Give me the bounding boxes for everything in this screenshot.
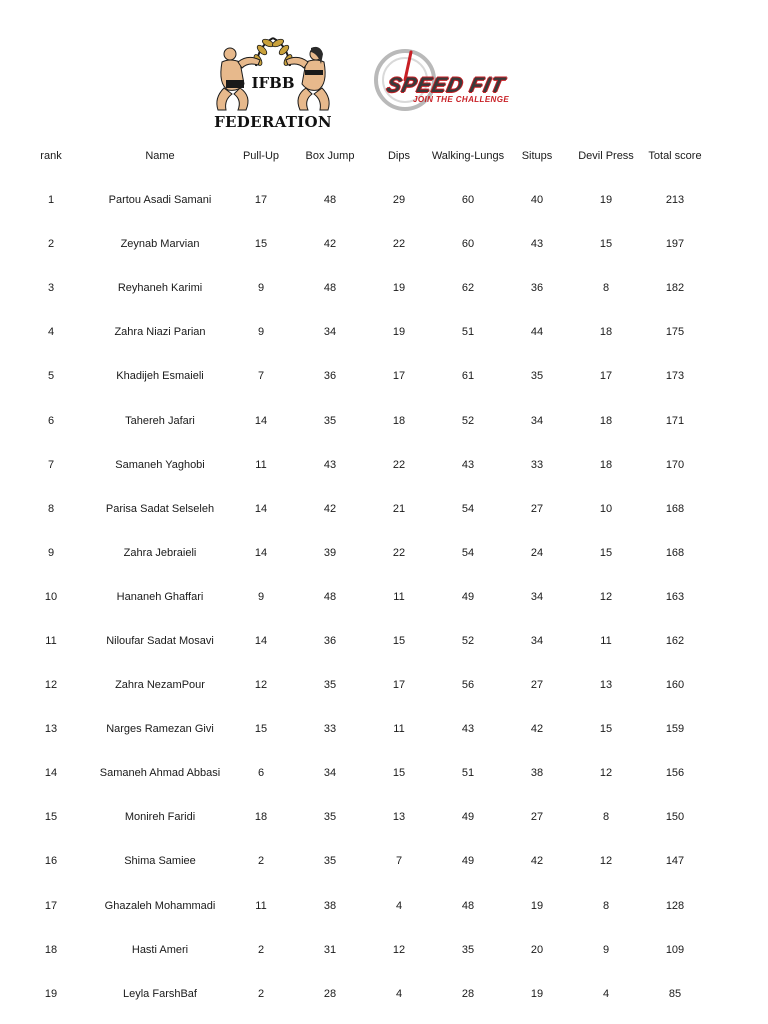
cell-devil-press: 8 bbox=[602, 811, 610, 824]
cell-total-score: 128 bbox=[665, 899, 685, 912]
cell-total-score: 150 bbox=[665, 811, 685, 824]
table-row bbox=[0, 487, 768, 531]
cell-name: Zeynab Marvian bbox=[120, 238, 200, 251]
table-row bbox=[0, 443, 768, 487]
table-row bbox=[0, 575, 768, 619]
cell-situps: 27 bbox=[530, 502, 544, 515]
cell-dips: 22 bbox=[392, 546, 406, 559]
cell-dips: 4 bbox=[395, 899, 403, 912]
header-dips: Dips bbox=[387, 150, 410, 162]
cell-box-jump: 42 bbox=[323, 502, 337, 515]
cell-name: Narges Ramezan Givi bbox=[106, 723, 214, 736]
table-row bbox=[0, 531, 768, 575]
cell-dips: 11 bbox=[393, 723, 405, 736]
cell-total-score: 160 bbox=[665, 679, 685, 692]
cell-rank: 14 bbox=[44, 767, 58, 780]
cell-dips: 18 bbox=[392, 414, 406, 427]
cell-pull-up: 14 bbox=[254, 414, 268, 427]
cell-situps: 34 bbox=[530, 414, 544, 427]
cell-pull-up: 6 bbox=[257, 767, 265, 780]
table-row bbox=[0, 751, 768, 795]
cell-devil-press: 12 bbox=[599, 855, 613, 868]
cell-dips: 17 bbox=[392, 370, 406, 383]
cell-name: Zahra NezamPour bbox=[115, 679, 205, 692]
cell-situps: 35 bbox=[530, 370, 544, 383]
cell-rank: 12 bbox=[44, 679, 58, 692]
cell-devil-press: 8 bbox=[602, 899, 610, 912]
speed-fit-wordmark: SPEED FIT bbox=[384, 74, 508, 97]
cell-name: Monireh Faridi bbox=[124, 811, 196, 824]
cell-rank: 4 bbox=[47, 326, 55, 339]
cell-dips: 22 bbox=[392, 238, 406, 251]
cell-pull-up: 11 bbox=[255, 458, 267, 471]
table-row bbox=[0, 839, 768, 883]
ifbb-federation-logo bbox=[208, 32, 338, 132]
cell-box-jump: 35 bbox=[323, 855, 337, 868]
cell-box-jump: 48 bbox=[323, 282, 337, 295]
cell-rank: 15 bbox=[44, 811, 58, 824]
cell-rank: 2 bbox=[47, 238, 55, 251]
cell-name: Partou Asadi Samani bbox=[108, 194, 212, 207]
cell-situps: 36 bbox=[530, 282, 544, 295]
table-row bbox=[0, 354, 768, 398]
cell-dips: 7 bbox=[395, 855, 403, 868]
table-row bbox=[0, 310, 768, 354]
cell-box-jump: 42 bbox=[323, 238, 337, 251]
cell-pull-up: 14 bbox=[254, 502, 268, 515]
federation-wordmark: FEDERATION bbox=[214, 113, 332, 131]
cell-total-score: 163 bbox=[665, 590, 685, 603]
cell-walking-lungs: 51 bbox=[461, 326, 475, 339]
cell-name: Shima Samiee bbox=[124, 855, 196, 868]
cell-walking-lungs: 62 bbox=[461, 282, 475, 295]
cell-dips: 12 bbox=[392, 943, 406, 956]
table-row bbox=[0, 178, 768, 222]
table-header-row bbox=[0, 134, 768, 178]
cell-walking-lungs: 54 bbox=[461, 546, 475, 559]
cell-rank: 10 bbox=[44, 590, 58, 603]
cell-dips: 13 bbox=[392, 811, 406, 824]
header-situps: Situps bbox=[521, 150, 553, 162]
cell-pull-up: 15 bbox=[254, 723, 268, 736]
cell-rank: 6 bbox=[47, 414, 55, 427]
table-row bbox=[0, 398, 768, 442]
cell-total-score: 109 bbox=[665, 943, 685, 956]
cell-pull-up: 2 bbox=[257, 987, 265, 1000]
cell-total-score: 159 bbox=[665, 723, 685, 736]
cell-dips: 29 bbox=[392, 194, 406, 207]
cell-total-score: 85 bbox=[668, 987, 682, 1000]
cell-rank: 1 bbox=[47, 194, 55, 207]
cell-rank: 13 bbox=[44, 723, 58, 736]
cell-devil-press: 11 bbox=[600, 634, 612, 647]
cell-rank: 3 bbox=[47, 282, 55, 295]
cell-pull-up: 14 bbox=[254, 634, 268, 647]
cell-total-score: 156 bbox=[665, 767, 685, 780]
cell-devil-press: 12 bbox=[599, 590, 613, 603]
cell-total-score: 173 bbox=[665, 370, 685, 383]
cell-walking-lungs: 52 bbox=[461, 414, 475, 427]
cell-dips: 22 bbox=[392, 458, 406, 471]
cell-situps: 27 bbox=[530, 679, 544, 692]
cell-box-jump: 34 bbox=[323, 326, 337, 339]
cell-devil-press: 4 bbox=[602, 987, 610, 1000]
cell-situps: 19 bbox=[530, 899, 544, 912]
table-row bbox=[0, 884, 768, 928]
cell-situps: 19 bbox=[530, 987, 544, 1000]
cell-rank: 5 bbox=[47, 370, 55, 383]
cell-box-jump: 35 bbox=[323, 414, 337, 427]
table-row bbox=[0, 663, 768, 707]
header-walking-lungs: Walking-Lungs bbox=[431, 150, 505, 162]
cell-total-score: 168 bbox=[665, 502, 685, 515]
cell-devil-press: 13 bbox=[599, 679, 613, 692]
cell-situps: 40 bbox=[530, 194, 544, 207]
cell-rank: 11 bbox=[45, 634, 57, 647]
header-total-score: Total score bbox=[648, 150, 702, 162]
cell-devil-press: 17 bbox=[599, 370, 613, 383]
cell-name: Reyhaneh Karimi bbox=[117, 282, 203, 295]
cell-box-jump: 48 bbox=[323, 590, 337, 603]
cell-situps: 27 bbox=[530, 811, 544, 824]
cell-walking-lungs: 60 bbox=[461, 238, 475, 251]
ifbb-wordmark: IFBB bbox=[251, 74, 295, 92]
cell-walking-lungs: 51 bbox=[461, 767, 475, 780]
cell-walking-lungs: 43 bbox=[461, 723, 475, 736]
cell-total-score: 170 bbox=[665, 458, 685, 471]
cell-name: Ghazaleh Mohammadi bbox=[104, 899, 216, 912]
cell-dips: 17 bbox=[392, 679, 406, 692]
cell-pull-up: 9 bbox=[257, 590, 265, 603]
cell-dips: 21 bbox=[392, 502, 406, 515]
cell-box-jump: 31 bbox=[323, 943, 337, 956]
cell-name: Leyla FarshBaf bbox=[123, 987, 197, 1000]
cell-devil-press: 18 bbox=[599, 414, 613, 427]
cell-situps: 20 bbox=[530, 943, 544, 956]
cell-walking-lungs: 61 bbox=[461, 370, 475, 383]
cell-name: Zahra Jebraieli bbox=[123, 546, 197, 559]
cell-rank: 8 bbox=[47, 502, 55, 515]
table-row bbox=[0, 795, 768, 839]
cell-box-jump: 39 bbox=[323, 546, 337, 559]
cell-box-jump: 28 bbox=[323, 987, 337, 1000]
cell-devil-press: 19 bbox=[599, 194, 613, 207]
cell-devil-press: 8 bbox=[602, 282, 610, 295]
cell-dips: 15 bbox=[392, 634, 406, 647]
cell-walking-lungs: 35 bbox=[461, 943, 475, 956]
cell-situps: 34 bbox=[530, 634, 544, 647]
table-row bbox=[0, 707, 768, 751]
cell-box-jump: 33 bbox=[323, 723, 337, 736]
speed-fit-tagline: JOIN THE CHALLENGE bbox=[413, 95, 510, 104]
table-row bbox=[0, 972, 768, 1016]
cell-devil-press: 18 bbox=[599, 326, 613, 339]
cell-total-score: 213 bbox=[665, 194, 685, 207]
cell-total-score: 182 bbox=[665, 282, 685, 295]
cell-pull-up: 11 bbox=[255, 899, 267, 912]
cell-pull-up: 15 bbox=[254, 238, 268, 251]
cell-box-jump: 43 bbox=[323, 458, 337, 471]
cell-pull-up: 17 bbox=[254, 194, 268, 207]
cell-situps: 43 bbox=[530, 238, 544, 251]
cell-dips: 15 bbox=[392, 767, 406, 780]
cell-box-jump: 36 bbox=[323, 634, 337, 647]
cell-box-jump: 36 bbox=[323, 370, 337, 383]
cell-total-score: 168 bbox=[665, 546, 685, 559]
cell-situps: 38 bbox=[530, 767, 544, 780]
cell-box-jump: 34 bbox=[323, 767, 337, 780]
table-row bbox=[0, 222, 768, 266]
logo-bar bbox=[0, 0, 768, 140]
cell-name: Hasti Ameri bbox=[131, 943, 189, 956]
cell-dips: 19 bbox=[392, 282, 406, 295]
table-row bbox=[0, 266, 768, 310]
cell-devil-press: 15 bbox=[599, 546, 613, 559]
cell-devil-press: 12 bbox=[599, 767, 613, 780]
cell-dips: 11 bbox=[393, 590, 405, 603]
cell-pull-up: 12 bbox=[254, 679, 268, 692]
cell-situps: 42 bbox=[530, 855, 544, 868]
cell-name: Hananeh Ghaffari bbox=[116, 590, 204, 603]
cell-walking-lungs: 60 bbox=[461, 194, 475, 207]
cell-name: Parisa Sadat Selseleh bbox=[105, 502, 215, 515]
cell-name: Samaneh Ahmad Abbasi bbox=[99, 767, 221, 780]
cell-dips: 19 bbox=[392, 326, 406, 339]
cell-total-score: 175 bbox=[665, 326, 685, 339]
cell-walking-lungs: 28 bbox=[461, 987, 475, 1000]
results-table bbox=[0, 134, 768, 1016]
cell-pull-up: 9 bbox=[257, 326, 265, 339]
cell-box-jump: 35 bbox=[323, 811, 337, 824]
cell-devil-press: 15 bbox=[599, 723, 613, 736]
cell-pull-up: 2 bbox=[257, 943, 265, 956]
cell-devil-press: 9 bbox=[602, 943, 610, 956]
cell-pull-up: 18 bbox=[254, 811, 268, 824]
cell-rank: 18 bbox=[44, 943, 58, 956]
cell-box-jump: 48 bbox=[323, 194, 337, 207]
cell-devil-press: 10 bbox=[599, 502, 613, 515]
cell-name: Zahra Niazi Parian bbox=[114, 326, 206, 339]
cell-rank: 7 bbox=[47, 458, 55, 471]
table-row bbox=[0, 928, 768, 972]
cell-walking-lungs: 43 bbox=[461, 458, 475, 471]
cell-box-jump: 38 bbox=[323, 899, 337, 912]
cell-name: Tahereh Jafari bbox=[125, 414, 195, 427]
header-devil-press: Devil Press bbox=[578, 150, 634, 162]
cell-walking-lungs: 49 bbox=[461, 811, 475, 824]
cell-rank: 17 bbox=[44, 899, 58, 912]
cell-rank: 16 bbox=[44, 855, 58, 868]
cell-walking-lungs: 49 bbox=[461, 855, 475, 868]
cell-name: Niloufar Sadat Mosavi bbox=[106, 634, 214, 647]
cell-devil-press: 15 bbox=[599, 238, 613, 251]
speed-fit-logo bbox=[367, 48, 517, 112]
cell-dips: 4 bbox=[395, 987, 403, 1000]
header-pull-up: Pull-Up bbox=[242, 150, 280, 162]
cell-box-jump: 35 bbox=[323, 679, 337, 692]
cell-walking-lungs: 49 bbox=[461, 590, 475, 603]
cell-situps: 24 bbox=[530, 546, 544, 559]
cell-total-score: 171 bbox=[665, 414, 685, 427]
cell-total-score: 162 bbox=[665, 634, 685, 647]
table-row bbox=[0, 619, 768, 663]
cell-walking-lungs: 48 bbox=[461, 899, 475, 912]
cell-walking-lungs: 54 bbox=[461, 502, 475, 515]
cell-pull-up: 7 bbox=[257, 370, 265, 383]
cell-situps: 33 bbox=[530, 458, 544, 471]
cell-name: Khadijeh Esmaieli bbox=[116, 370, 204, 383]
cell-total-score: 197 bbox=[665, 238, 685, 251]
cell-walking-lungs: 52 bbox=[461, 634, 475, 647]
header-name: Name bbox=[145, 150, 175, 162]
header-box-jump: Box Jump bbox=[305, 150, 355, 162]
header-rank: rank bbox=[40, 150, 62, 162]
cell-rank: 19 bbox=[44, 987, 58, 1000]
cell-walking-lungs: 56 bbox=[461, 679, 475, 692]
cell-pull-up: 9 bbox=[257, 282, 265, 295]
cell-situps: 44 bbox=[530, 326, 544, 339]
cell-pull-up: 2 bbox=[257, 855, 265, 868]
cell-situps: 34 bbox=[530, 590, 544, 603]
cell-pull-up: 14 bbox=[254, 546, 268, 559]
cell-situps: 42 bbox=[530, 723, 544, 736]
cell-name: Samaneh Yaghobi bbox=[115, 458, 205, 471]
cell-rank: 9 bbox=[47, 546, 55, 559]
cell-total-score: 147 bbox=[665, 855, 685, 868]
cell-devil-press: 18 bbox=[599, 458, 613, 471]
